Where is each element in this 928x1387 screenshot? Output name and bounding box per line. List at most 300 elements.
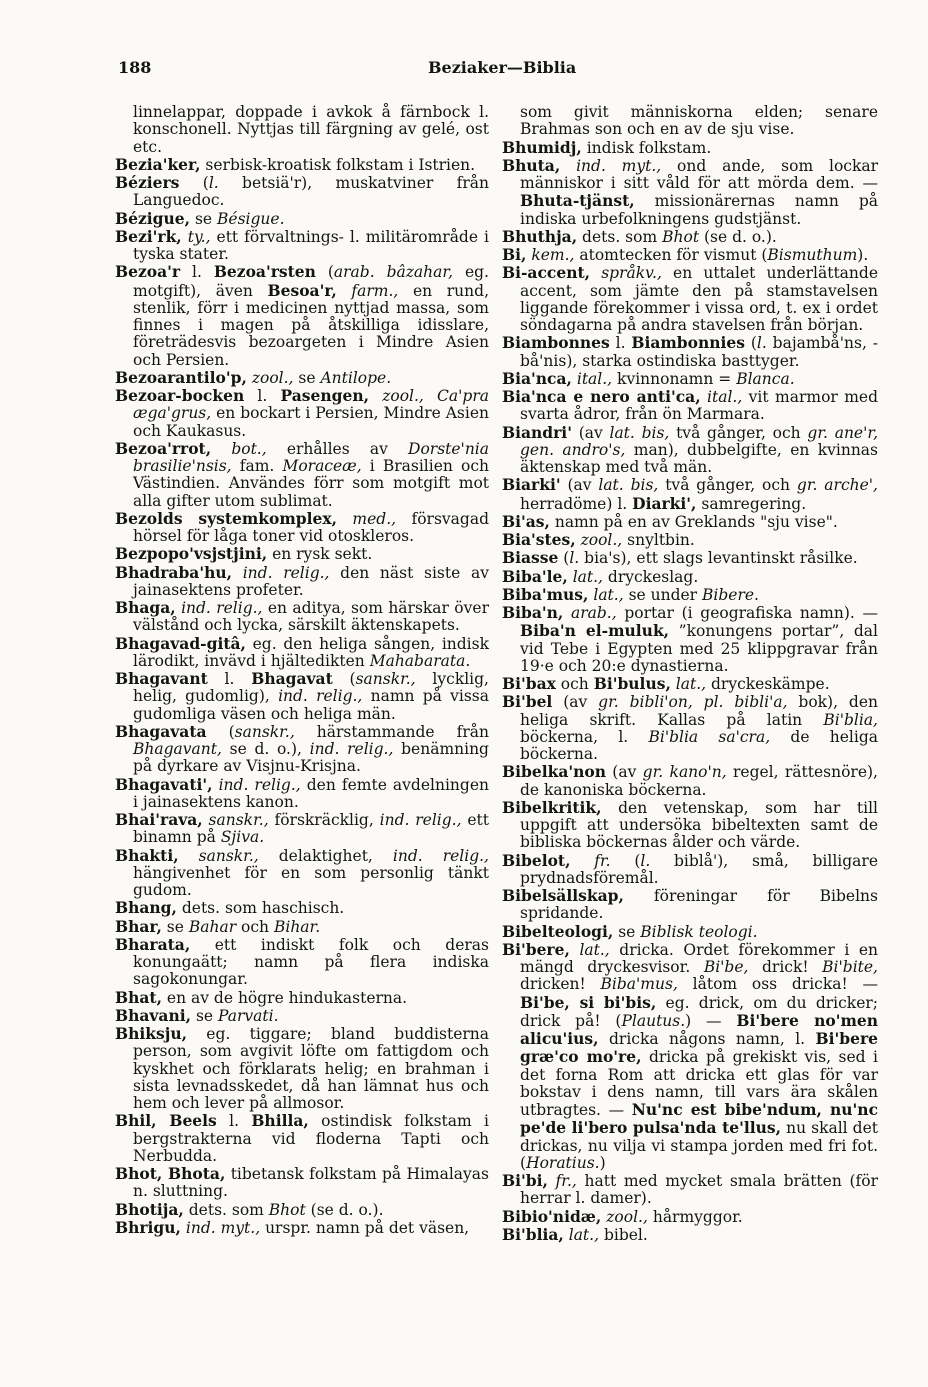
dictionary-entry xyxy=(502,424,878,477)
entry-text: dricka någons namn, l. xyxy=(598,1030,816,1048)
entry-text: dets. som xyxy=(183,1200,269,1219)
entry-text: bibel. xyxy=(599,1225,648,1244)
entry-text: snyltbin. xyxy=(622,531,695,549)
entry-text: den vetenskap, som har till uppgift att undersöka bibeltexten samt de bibliska böckernas ålder och värde. xyxy=(520,798,878,852)
entry-text: ostindisk folkstam i bergstrakterna vid floderna Tapti och Nerbudda. xyxy=(133,1112,489,1165)
italic-term: Bi'blia, xyxy=(823,710,878,729)
dictionary-entry xyxy=(115,1165,489,1201)
entry-text: dryckeslag. xyxy=(602,567,699,586)
entry-text xyxy=(563,604,571,622)
entry-text: en aditya, som härskar över välstånd och lycka, särskilt äktenskapets. xyxy=(133,599,489,635)
entry-text: drick! xyxy=(748,958,823,976)
entry-text: (av xyxy=(571,423,610,442)
headword: Bi'bere, xyxy=(502,939,570,959)
entry-text: portar (i geografiska namn). — xyxy=(616,604,878,622)
entry-text: förskräcklig, xyxy=(268,811,380,829)
entry-text xyxy=(179,847,199,865)
italic-term: gr. arche', xyxy=(796,476,878,495)
entry-text: dets. som haschisch. xyxy=(176,899,345,918)
headword: Bi, xyxy=(502,245,527,264)
entry-text: dricka. Ordet förekommer i en mängd dryckesvisor. xyxy=(520,940,878,976)
entry-text: försvagad hörsel för låga toner vid otoskleros. xyxy=(133,509,489,545)
italic-term: Parvati. xyxy=(218,1006,279,1025)
headword: Bezi'rk, xyxy=(115,226,182,246)
headword: Bhilla, xyxy=(251,1111,309,1131)
italic-term: Biba'mus, xyxy=(600,975,678,994)
entry-text: en av de högre hindukasterna. xyxy=(161,988,408,1007)
entry-text: herradöme) l. xyxy=(520,494,633,513)
headword: Bhrigu, xyxy=(115,1217,181,1237)
headword: Bi'bel xyxy=(502,692,553,712)
entry-text: samregering. xyxy=(696,494,807,513)
headword: Bi'bax xyxy=(502,674,556,693)
headword: Biasse xyxy=(502,548,559,568)
headword: Bezia'ker, xyxy=(115,154,201,174)
dictionary-entry xyxy=(502,923,878,941)
entry-text: l. xyxy=(244,387,281,405)
entry-text: dryckeskämpe. xyxy=(706,675,830,693)
italic-term: ital., xyxy=(707,388,743,406)
headword: Bi'bulus, xyxy=(593,674,671,693)
headword: Bezpopo'vsjstjini, xyxy=(115,544,268,564)
entry-text xyxy=(590,264,601,282)
headword: Bia'stes, xyxy=(502,530,576,549)
dictionary-entry xyxy=(115,635,489,671)
italic-term: zool., xyxy=(251,368,294,387)
entry-text: (av xyxy=(560,476,599,495)
entry-text xyxy=(337,510,352,528)
italic-term: lat. bis, xyxy=(609,423,670,442)
entry-text: (av xyxy=(552,693,599,712)
entry-text: och xyxy=(555,675,594,693)
headword: Bezoa'rrot, xyxy=(115,438,212,458)
italic-term: Bhot xyxy=(662,227,700,246)
entry-text: föreningar för Bibelns spridande. xyxy=(520,887,878,923)
italic-term: zool., xyxy=(580,531,623,549)
italic-term: lat., xyxy=(579,940,610,959)
italic-term: lat. bis, xyxy=(598,476,659,495)
entry-text: ( xyxy=(558,549,570,568)
entry-text: ( xyxy=(315,263,334,282)
headword: Bhadraba'hu, xyxy=(115,562,233,582)
entry-text: lycklig, helig, gudomlig), xyxy=(133,670,489,706)
headword: Bezoarantilo'p, xyxy=(115,367,247,387)
dictionary-entry xyxy=(502,388,878,424)
italic-term: Plautus. xyxy=(621,1011,686,1030)
italic-term: lat., xyxy=(675,675,707,693)
entry-text: kvinnonamn = xyxy=(612,369,737,388)
headword: Bhar, xyxy=(115,916,162,936)
italic-term: l. xyxy=(756,334,767,353)
dictionary-entry xyxy=(115,387,489,440)
headword: Bhagavat xyxy=(251,669,333,688)
italic-term: Bihar. xyxy=(273,917,321,936)
headword: Bhuta-tjänst, xyxy=(520,191,635,211)
left-column xyxy=(115,104,489,1237)
headword: Biba'n, xyxy=(502,603,564,622)
headword: Bhiksju, xyxy=(115,1024,187,1043)
entry-text: låtom oss dricka! — xyxy=(677,975,878,994)
dictionary-entry xyxy=(115,989,489,1007)
headword: Bhat, xyxy=(115,987,162,1007)
dictionary-entry xyxy=(502,513,878,531)
dictionary-entry xyxy=(115,1201,489,1219)
dictionary-entry xyxy=(115,564,489,600)
entry-text: bajambå'ns, - bå'nis), starka ostindiska basttyger. xyxy=(520,334,878,370)
italic-term: ind. relig., xyxy=(181,599,263,617)
entry-text: ) — xyxy=(685,1011,737,1030)
italic-term: Bi'bite, xyxy=(822,958,878,976)
headword: Biarki' xyxy=(502,475,561,495)
dictionary-entry xyxy=(502,246,878,264)
headword: Bhil, Beels xyxy=(115,1111,217,1131)
entry-text: l. xyxy=(180,263,214,282)
entry-text xyxy=(337,282,352,300)
italic-term: kem., xyxy=(531,246,575,264)
italic-term: Bhagavant, xyxy=(133,740,222,758)
headword: Bibelkritik, xyxy=(502,797,602,817)
entry-text: som givit människorna elden; senare Brahmas son och en av de sju vise. xyxy=(520,103,878,139)
dictionary-entry xyxy=(502,799,878,852)
dictionary-entry xyxy=(502,139,878,157)
entry-text xyxy=(570,852,594,870)
entry-text: betsiä'r), muskatviner från Languedoc. xyxy=(133,174,489,210)
entry-text: härstammande från xyxy=(294,722,489,741)
dictionary-entry xyxy=(115,1025,489,1112)
italic-term: ind. relig., xyxy=(278,687,363,706)
headword: Bezoa'r xyxy=(115,262,181,282)
headword: Bezolds systemkomplex, xyxy=(115,508,338,528)
entry-text: bok), den heliga skrift. Kallas på latin xyxy=(520,693,878,729)
entry-text: delaktighet, xyxy=(258,846,393,865)
entry-text: urspr. namn på det väsen, xyxy=(260,1218,470,1237)
entry-text: hatt med mycket smala brätten (för herrar l. damer). xyxy=(520,1172,878,1208)
entry-text: regel, rättesnöre), de kanoniska böckerna. xyxy=(520,763,878,799)
italic-term: Bhot xyxy=(268,1200,306,1219)
headword: Biambonnies xyxy=(631,333,745,353)
entry-text: se xyxy=(161,917,189,936)
dictionary-entry xyxy=(115,847,489,900)
entry-text: l. xyxy=(207,670,252,688)
italic-term: Bi'be, xyxy=(703,958,749,976)
dictionary-entry xyxy=(502,1208,878,1226)
dictionary-entry xyxy=(115,440,489,510)
italic-term: ind. relig., xyxy=(392,846,489,865)
headword: Biandri' xyxy=(502,422,572,442)
italic-term: lat., xyxy=(593,585,624,604)
headword: Bi'bi, xyxy=(502,1171,548,1190)
right-column xyxy=(502,104,878,1244)
entry-text: se xyxy=(293,368,321,387)
headword: Bhang, xyxy=(115,898,177,918)
italic-term: Biblisk teologi. xyxy=(640,922,758,941)
headword: Bhotija, xyxy=(115,1199,184,1219)
italic-term: Antilope. xyxy=(320,368,392,387)
italic-term: zool., Ca'pra æga'grus, xyxy=(133,387,489,423)
entry-text: dets. som xyxy=(577,227,663,246)
entry-text: se xyxy=(190,209,218,228)
italic-term: arab., xyxy=(570,604,617,622)
entry-text: hängivenhet för en som personlig tänkt gudom. xyxy=(133,863,489,899)
page-number: 188 xyxy=(118,58,152,77)
italic-term: ind. relig., xyxy=(242,563,330,582)
dictionary-entry xyxy=(115,670,489,723)
entry-text: namn på vissa gudomliga väsen och heliga män. xyxy=(133,687,489,723)
italic-term: zool., xyxy=(606,1207,648,1226)
italic-term: sanskr., xyxy=(208,811,269,829)
dictionary-entry xyxy=(115,1112,489,1165)
dictionary-entry xyxy=(115,1007,489,1025)
italic-term: bot., xyxy=(231,439,267,458)
headword: Bi'be, si bi'bis, xyxy=(520,992,657,1012)
headword: Besoa'r, xyxy=(267,280,337,300)
dictionary-entry xyxy=(502,1172,878,1208)
page-header xyxy=(118,58,888,82)
dictionary-entry xyxy=(502,763,878,799)
italic-term: språkv., xyxy=(601,264,662,283)
entry-text: hårmyggor. xyxy=(647,1207,743,1226)
dictionary-entry xyxy=(502,693,878,763)
headword: Bharata, xyxy=(115,934,191,954)
dictionary-entry xyxy=(115,918,489,936)
entry-text: ond ande, som lockar människor i sitt våld för att mörda dem. — xyxy=(520,156,878,192)
entry-text: (se d. o.). xyxy=(699,227,777,246)
headword: Bhumidj, xyxy=(502,137,582,157)
dictionary-entry xyxy=(502,568,878,586)
dictionary-entry xyxy=(115,369,489,387)
italic-term: Blanca. xyxy=(736,369,795,388)
entry-text: ) xyxy=(599,1153,606,1172)
entry-text: den femte avdelningen i jainasektens kanon. xyxy=(133,775,489,811)
entry-text: se xyxy=(613,922,641,941)
dictionary-entry xyxy=(502,334,878,370)
dictionary-entry xyxy=(502,476,878,513)
italic-term: Bibere. xyxy=(702,585,759,604)
entry-text: eg. den heliga sången, indisk lärodikt, invävd i hjältedikten xyxy=(133,634,489,670)
entry-text: man), dubbelgifte, en kvinnas äktenskap med två män. xyxy=(520,440,878,476)
dictionary-entry xyxy=(502,675,878,693)
headword: Bia'nca e nero anti'ca, xyxy=(502,387,701,406)
entry-text: linnelappar, doppade i avkok å färnbock l. konschonell. Nyttjas till färgning av gelé, ost etc. xyxy=(133,103,489,156)
headword: Bezoar-bocken xyxy=(115,386,245,405)
entry-text: se d. o.), xyxy=(221,740,310,758)
dictionary-entry xyxy=(115,156,489,174)
headword: Bhaga, xyxy=(115,598,176,617)
dictionary-entry xyxy=(502,157,878,228)
dictionary-entry xyxy=(115,776,489,812)
running-head: Beziaker—Biblia xyxy=(428,58,577,77)
italic-term: gr. ane'r, gen. andro's, xyxy=(520,423,878,459)
entry-text: (se d. o.). xyxy=(305,1200,384,1219)
italic-term: med., xyxy=(352,509,397,528)
entry-text: namn på en av Greklands "sju vise". xyxy=(549,512,838,531)
entry-text: serbisk-kroatisk folkstam i Istrien. xyxy=(200,155,476,174)
entry-text: erhålles av xyxy=(266,439,409,458)
dictionary-entry xyxy=(115,228,489,264)
entry-text: ett binamn på xyxy=(133,811,489,847)
dictionary-entry xyxy=(115,545,489,563)
headword: Bhuthja, xyxy=(502,226,578,246)
headword: Bi'bere no'men alicu'ius, xyxy=(520,1010,878,1048)
dictionary-entry xyxy=(502,941,878,1172)
italic-term: ind. relig., xyxy=(218,775,301,794)
entry-text: ( xyxy=(206,722,235,741)
dictionary-entry xyxy=(115,174,489,210)
headword: Bi-accent, xyxy=(502,263,591,283)
dictionary-entry xyxy=(502,1226,878,1244)
headword: Bhai'rava, xyxy=(115,810,203,829)
headword: Bhagavad-gitâ, xyxy=(115,633,246,653)
italic-term: ind. myt., xyxy=(185,1218,261,1237)
italic-term: sanskr., xyxy=(355,670,416,688)
headword: Bhuta, xyxy=(502,155,561,175)
italic-term: Mahabarata. xyxy=(369,651,471,670)
entry-text xyxy=(232,564,243,582)
entry-text: eg. tiggare; bland buddisterna person, som avgivit löfte om fattigdom och kyskhet och förklarats helig; en brahman i sista levnadsskedet, då han lämnat hus och hem och lever på allmosor. xyxy=(133,1025,489,1112)
entry-text: två gånger, och xyxy=(669,423,808,442)
entry-text: se under xyxy=(623,585,703,604)
entry-text: ett indiskt folk och deras konungaätt; namn på flera indiska sagokonungar. xyxy=(133,935,489,989)
italic-term: Sjiva. xyxy=(220,828,265,847)
italic-term: ind. relig., xyxy=(309,740,394,758)
dictionary-entry xyxy=(502,852,878,888)
entry-text xyxy=(570,941,580,959)
headword: Bhagavata xyxy=(115,721,207,741)
dictionary-entry xyxy=(502,586,878,604)
entry-text: l. xyxy=(216,1112,252,1131)
headword: Bibelteologi, xyxy=(502,921,614,941)
dictionary-entry xyxy=(115,599,489,635)
headword: Bhavani, xyxy=(115,1005,192,1025)
italic-term: arab. bâzahar, xyxy=(333,263,454,282)
dictionary-entry xyxy=(115,210,489,228)
headword: Bibelot, xyxy=(502,850,571,870)
italic-term: lat., xyxy=(572,567,603,586)
headword: Biba'mus, xyxy=(502,584,589,604)
dictionary-entry xyxy=(115,936,489,989)
entry-text: dricken! xyxy=(520,975,601,994)
entry-text: böckerna, l. xyxy=(520,727,649,746)
italic-term: ind. myt., xyxy=(576,156,662,175)
headword: Bia'nca, xyxy=(502,368,572,388)
headword: Bhot, Bhota, xyxy=(115,1164,226,1183)
dictionary-entry xyxy=(502,264,878,334)
entry-text: i Brasilien och Västindien. Användes förr som motgift mot alla gifter utom sublimat. xyxy=(133,457,489,510)
italic-term: fr., xyxy=(555,1172,577,1190)
entry-text: se xyxy=(191,1006,219,1025)
dictionary-entry xyxy=(502,370,878,388)
dictionary-entry xyxy=(115,510,489,546)
italic-term: Moraceæ, xyxy=(282,457,362,475)
entry-text: en rund, stenlik, förr i medicinen nyttjad massa, som finnes i magen på åtskilliga idisslare, företrädesvis bezoargeten i Mindre Asien och Persien. xyxy=(133,281,489,369)
entry-text: atomtecken för vismut ( xyxy=(574,246,768,264)
italic-term: gr. bibli'on, pl. bibli'a, xyxy=(598,693,788,712)
dictionary-entry xyxy=(115,811,489,847)
dictionary-entry xyxy=(502,549,878,567)
headword: Nu'nc est bibe'ndum, nu'nc pe'de li'bero pulsa'nda te'llus, xyxy=(520,1100,879,1138)
dictionary-entry xyxy=(115,723,489,776)
dictionary-entry xyxy=(115,899,489,917)
headword: Bibelsällskap, xyxy=(502,886,624,905)
italic-term: Bi'blia sa'cra, xyxy=(648,727,771,746)
italic-term: l. xyxy=(569,549,580,568)
entry-text: dricka på grekiskt vis, sed i det forna Rom att dricka ett glas för var bokstav i dens namn, till vars ära skålen utbragtes. — xyxy=(520,1048,879,1119)
entry-text: bia's), ett slags levantinskt råsilke. xyxy=(579,549,858,568)
italic-term: fr. xyxy=(594,851,611,870)
italic-term: Horatius. xyxy=(526,1153,600,1172)
headword: Bézigue, xyxy=(115,208,191,228)
headword: Bi'bere græ'co mo're, xyxy=(520,1029,878,1067)
entry-text: tibetansk folkstam på Himalayas n. sluttning. xyxy=(133,1165,490,1201)
italic-term: ty., xyxy=(187,227,211,246)
entry-text: biblå'), små, billigare prydnadsföremål. xyxy=(520,851,878,887)
dictionary-entry xyxy=(115,263,489,369)
entry-text: nu skall det drickas, nu vilja vi stampa jorden med fri fot. ( xyxy=(520,1119,879,1172)
entry-text: (av xyxy=(605,763,643,782)
entry-text xyxy=(548,1172,556,1190)
headword: Biba'le, xyxy=(502,566,568,586)
headword: Bi'blia, xyxy=(502,1224,564,1244)
italic-term: ital., xyxy=(576,369,613,388)
italic-term: l. xyxy=(208,174,219,192)
entry-text: eg. motgift), även xyxy=(133,263,489,300)
entry-text: ”konungens portar”, dal vid Tebe i Egypten med 25 klippgravar från 19·e och 20:e dynastierna. xyxy=(520,622,878,675)
headword: Bhagavant xyxy=(115,669,208,688)
dictionary-entry xyxy=(115,104,489,156)
dictionary-entry xyxy=(502,531,878,549)
dictionary-entry xyxy=(502,604,878,675)
entry-text: vit marmor med svarta ådror, från ön Marmara. xyxy=(520,388,878,424)
italic-term: Bésigue. xyxy=(217,209,285,228)
entry-text: en uttalet underlättande accent, som jämte den på stamstavelsen liggande förekommer i vissa ord, t. ex i ordet söndagarna på andra stavelsen från början. xyxy=(520,264,878,334)
entry-text: missionärernas namn på indiska urbefolkningens gudstjänst. xyxy=(520,192,878,228)
dictionary-entry xyxy=(502,887,878,923)
headword: Pasengen, xyxy=(280,386,370,405)
italic-term: l. xyxy=(640,851,651,870)
entry-text: l. xyxy=(609,334,632,353)
entry-text: ( xyxy=(332,670,356,688)
italic-term: Dorste'nia brasilie'nsis, xyxy=(133,439,489,475)
italic-term: ind. relig., xyxy=(379,811,462,829)
entry-text xyxy=(211,440,231,458)
entry-text: benämning på dyrkare av Visjnu-Krisjna. xyxy=(133,740,489,776)
headword: Bi'as, xyxy=(502,511,550,531)
entry-text: en bockart i Persien, Mindre Asien och Kaukasus. xyxy=(133,404,489,440)
entry-text: indisk folkstam. xyxy=(581,138,712,157)
entry-text: ett förvaltnings- l. militärområde i tyska stater. xyxy=(133,227,489,263)
entry-text xyxy=(369,387,382,405)
entry-text xyxy=(560,157,576,175)
italic-term: Bismuthum xyxy=(767,246,858,264)
italic-term: Bahar xyxy=(188,917,237,936)
italic-term: farm., xyxy=(351,281,399,300)
entry-text: ). xyxy=(857,246,869,264)
dictionary-entry xyxy=(502,104,878,139)
italic-term: gr. kano'n, xyxy=(642,763,727,782)
headword: Béziers xyxy=(115,173,180,192)
headword: Bhakti, xyxy=(115,845,179,865)
entry-text: en rysk sekt. xyxy=(267,545,373,564)
entry-text: ( xyxy=(179,174,209,192)
entry-text: de heliga böckerna. xyxy=(520,727,878,763)
headword: Bibio'nidæ, xyxy=(502,1206,602,1226)
headword: Biba'n el-muluk, xyxy=(520,621,670,641)
italic-term: sanskr., xyxy=(234,722,295,741)
headword: Diarki', xyxy=(632,493,697,513)
italic-term: sanskr., xyxy=(198,846,259,865)
entry-text: ( xyxy=(610,851,641,870)
entry-text: ( xyxy=(745,334,757,353)
